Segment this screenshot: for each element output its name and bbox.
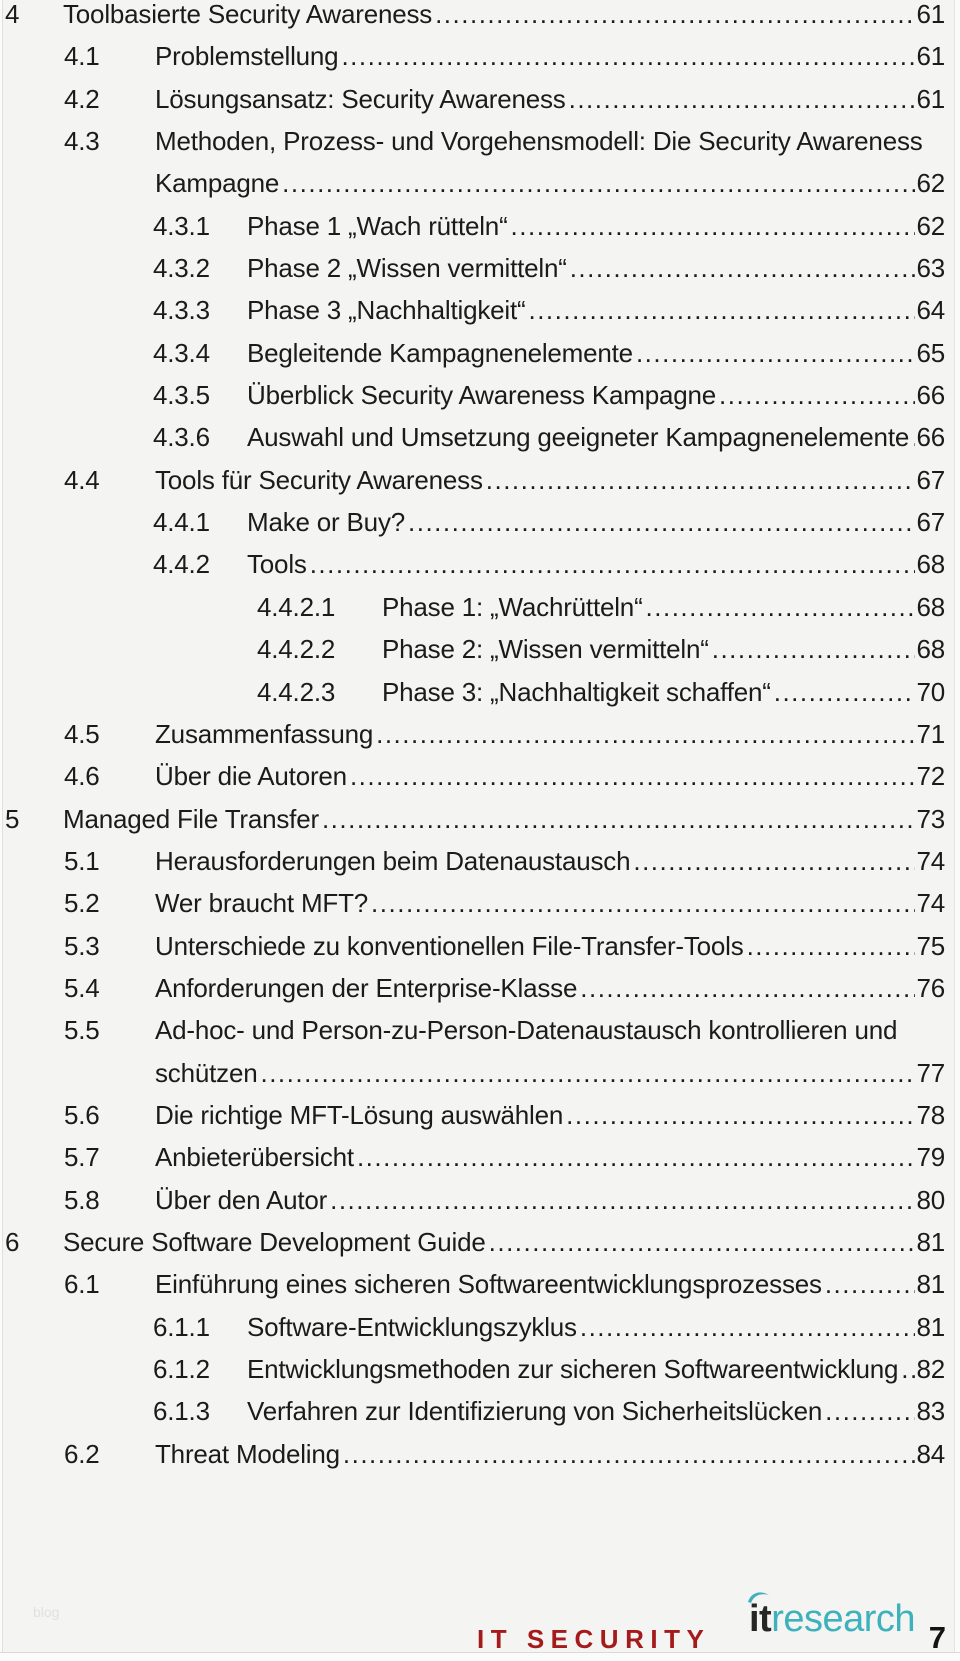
toc-entry (0, 332, 945, 374)
toc-entry (0, 755, 945, 797)
toc-entry-title: Toolbasierte Security Awareness (63, 0, 433, 29)
dot-leader (569, 78, 916, 120)
toc-entry-number: 5.3 (64, 930, 100, 961)
toc-entry-title: Problemstellung (155, 41, 339, 72)
dot-leader (636, 332, 916, 374)
toc-entry-title: Entwicklungsmethoden zur sicheren Softwareentwicklung (247, 1354, 899, 1384)
toc-entry (0, 1221, 945, 1263)
dot-leader (580, 967, 915, 1009)
toc-entry-title: Anforderungen der Enterprise-Klasse (155, 972, 578, 1003)
toc-entry (0, 0, 945, 35)
toc-entry-number: 4.3.4 (153, 337, 210, 368)
toc-entry-title: Die richtige MFT-Lösung auswählen (155, 1099, 564, 1130)
toc-entry (0, 78, 945, 120)
dot-leader (719, 374, 915, 416)
toc-entry-page: 80 (916, 1184, 945, 1215)
toc-entry-page: 71 (916, 718, 945, 749)
toc-entry-page: 81 (916, 1311, 945, 1342)
toc-entry-page: 73 (916, 803, 945, 834)
toc-entry-title: Anbieterübersicht (155, 1142, 354, 1173)
toc-entry (0, 1136, 945, 1178)
dot-leader (712, 628, 916, 670)
toc-entry-page: 66 (916, 380, 945, 411)
dot-leader (912, 416, 915, 458)
toc-entry-title: Phase 2: „Wissen vermitteln“ (382, 634, 709, 665)
dot-leader (486, 459, 916, 501)
toc-entry (0, 671, 945, 713)
toc-entry-title: Wer braucht MFT? (155, 888, 369, 919)
dot-leader (357, 1136, 916, 1178)
toc-entry-number: 4.4.2 (153, 549, 210, 580)
toc-entry-title: Make or Buy? (247, 507, 406, 538)
itresearch-logo (749, 1598, 915, 1641)
toc-entry-number: 5 (5, 803, 20, 834)
toc-entry-number: 4.2 (64, 83, 100, 114)
footer-series-title: IT SECURITY (477, 1624, 711, 1654)
toc-entry (0, 543, 945, 585)
toc-entry (0, 713, 945, 755)
logo-prefix-text: it (749, 1598, 772, 1640)
toc-entry-page: 74 (916, 845, 945, 876)
dot-leader (376, 713, 915, 755)
toc-entry (0, 416, 945, 458)
dot-leader (774, 671, 916, 713)
toc-entry-title: Verfahren zur Identifizierung von Sicherheitslücken (247, 1396, 823, 1427)
toc-entry-title: Phase 2 „Wissen vermitteln“ (247, 253, 567, 284)
toc-entry-title: Phase 3 „Nachhaltigkeit“ (247, 295, 526, 326)
toc-entry-page: 66 (916, 422, 945, 453)
toc-entry (0, 840, 945, 882)
toc-entry-number: 6.1.1 (153, 1311, 210, 1342)
toc-entry-number: 4.6 (64, 761, 100, 792)
toc-entry-title: Phase 3: „Nachhaltigkeit schaffen“ (382, 676, 771, 707)
dot-leader (350, 755, 916, 797)
dot-leader (566, 1094, 915, 1136)
toc-entry-title: schützen (155, 1057, 258, 1088)
toc-entry-page: 84 (916, 1438, 945, 1469)
toc-entry-page: 61 (916, 83, 945, 114)
dot-leader (341, 35, 915, 77)
toc-entry (0, 1094, 945, 1136)
toc-entry-page: 81 (916, 1226, 945, 1257)
toc-entry (0, 374, 945, 416)
dot-leader (330, 1179, 915, 1221)
page-edge-right (954, 0, 960, 1661)
toc-entry-number: 4.1 (64, 41, 100, 72)
watermark-text: blog (33, 1604, 60, 1620)
toc-entry-page: 68 (916, 591, 945, 622)
toc-entry-title: Software-Entwicklungszyklus (247, 1311, 577, 1342)
toc-entry (0, 925, 945, 967)
toc-entry-page: 61 (916, 41, 945, 72)
toc-entry (0, 1263, 945, 1305)
toc-entry-number: 4 (5, 0, 20, 29)
toc-entry-title: Tools für Security Awareness (155, 464, 483, 495)
logo-prefix (749, 1598, 771, 1640)
toc-entry (0, 882, 945, 924)
toc-entry-number: 5.8 (64, 1184, 100, 1215)
toc-entry-page: 68 (916, 549, 945, 580)
toc-entry-page: 82 (916, 1354, 945, 1384)
toc-entry-title: Secure Software Development Guide (63, 1226, 486, 1257)
toc-entry-title: Tools (247, 549, 307, 580)
toc-entry-title: Lösungsansatz: Security Awareness (155, 83, 566, 114)
dot-leader (633, 840, 915, 882)
toc-entry (0, 1306, 945, 1348)
toc-entry-page: 68 (916, 634, 945, 665)
toc-entry-number: 4.3 (64, 126, 100, 157)
toc-entry-number: 4.4.2.1 (257, 591, 336, 622)
toc-entry-number: 6.2 (64, 1438, 100, 1469)
toc-entry-page: 77 (916, 1057, 945, 1088)
dot-leader (343, 1433, 916, 1475)
toc-entry-page: 63 (916, 253, 945, 284)
toc-entry-title: Begleitende Kampagnenelemente (247, 337, 633, 368)
toc-entry-page: 67 (916, 464, 945, 495)
toc-entry (0, 162, 945, 204)
toc-entry-number: 4.5 (64, 718, 100, 749)
toc-entry-page: 83 (916, 1396, 945, 1427)
toc-entry-title: Methoden, Prozess- und Vorgehensmodell: Die Security Awareness (155, 126, 923, 157)
dot-leader (825, 1390, 915, 1432)
toc-entry-title: Einführung eines sicheren Softwareentwicklungsprozesses (155, 1269, 822, 1300)
toc-entry-number: 4.4.2.3 (257, 676, 336, 707)
toc-entry (0, 120, 945, 162)
toc-entry-page: 67 (916, 507, 945, 538)
toc-entry-number: 5.4 (64, 972, 100, 1003)
toc-entry (0, 798, 945, 840)
dot-leader (260, 1052, 915, 1094)
toc-entry (0, 501, 945, 543)
toc-entry-page: 65 (916, 337, 945, 368)
dot-leader (747, 925, 916, 967)
toc-entry-number: 4.3.6 (153, 422, 210, 453)
dot-leader (408, 501, 915, 543)
dot-leader (371, 882, 915, 924)
toc-entry-number: 4.4.2.2 (257, 634, 336, 665)
toc-entry-number: 4.4.1 (153, 507, 210, 538)
toc-entry-page: 81 (916, 1269, 945, 1300)
toc-entry-page: 62 (916, 210, 945, 241)
toc-entry (0, 1052, 945, 1094)
toc-entry-title: Zusammenfassung (155, 718, 374, 749)
toc-entry-number: 5.2 (64, 888, 100, 919)
logo-leaf-icon (746, 1589, 771, 1604)
toc-entry (0, 1009, 945, 1051)
toc-entry (0, 628, 945, 670)
toc-entry (0, 1390, 945, 1432)
toc-entry-page: 78 (916, 1099, 945, 1130)
dot-leader (528, 289, 915, 331)
toc-entry-title: Ad-hoc- und Person-zu-Person-Datenaustausch kontrollieren und (155, 1015, 898, 1046)
toc-entry-title: Managed File Transfer (63, 803, 319, 834)
dot-leader (646, 586, 916, 628)
toc-entry-title: Kampagne (155, 168, 280, 199)
toc-entry-title: Auswahl und Umsetzung geeigneter Kampagnenelemente (247, 422, 910, 453)
toc-entry-page: 64 (916, 295, 945, 326)
toc-entry-number: 5.5 (64, 1015, 100, 1046)
toc-entry-number: 4.3.2 (153, 253, 210, 284)
dot-leader (322, 798, 916, 840)
toc-entry-page: 72 (916, 761, 945, 792)
toc-entry-number: 5.1 (64, 845, 100, 876)
toc-entry-title: Herausforderungen beim Datenaustausch (155, 845, 631, 876)
toc-entry-number: 4.3.3 (153, 295, 210, 326)
dot-leader (435, 0, 915, 35)
toc-entry-number: 6.1 (64, 1269, 100, 1300)
dot-leader (570, 247, 916, 289)
toc-entry (0, 967, 945, 1009)
toc-entry-title: Phase 1 „Wach rütteln“ (247, 210, 508, 241)
toc-entry-page: 70 (916, 676, 945, 707)
toc-entry-title: Unterschiede zu konventionellen File-Transfer-Tools (155, 930, 744, 961)
toc-entry (0, 586, 945, 628)
toc-entry (0, 1348, 945, 1390)
toc-entry-page: 74 (916, 888, 945, 919)
toc-entry-title: Überblick Security Awareness Kampagne (247, 380, 717, 411)
dot-leader (580, 1306, 916, 1348)
toc-entry-number: 6.1.3 (153, 1396, 210, 1427)
toc-entry-page: 62 (916, 168, 945, 199)
dot-leader (489, 1221, 916, 1263)
dot-leader (511, 205, 916, 247)
toc-entry-page: 61 (916, 0, 945, 29)
dot-leader (282, 162, 915, 204)
toc-entry (0, 247, 945, 289)
dot-leader (310, 543, 916, 585)
toc-entry (0, 205, 945, 247)
toc-entry-page: 75 (916, 930, 945, 961)
toc-entry-number: 4.3.1 (153, 210, 210, 241)
toc-entry-title: Threat Modeling (155, 1438, 340, 1469)
toc-entry-title: Phase 1: „Wachrütteln“ (382, 591, 643, 622)
toc-entry (0, 1433, 945, 1475)
page-number: 7 (928, 1620, 946, 1655)
toc-entry-title: Über den Autor (155, 1184, 328, 1215)
dot-leader (825, 1263, 916, 1305)
toc-entry-number: 6 (5, 1226, 20, 1257)
toc-entry-page: 79 (916, 1142, 945, 1173)
toc-entry-number: 4.4 (64, 464, 100, 495)
logo-suffix: research (771, 1598, 916, 1640)
toc-entry-title: Über die Autoren (155, 761, 347, 792)
toc-entry-number: 5.7 (64, 1142, 100, 1173)
toc-entry (0, 289, 945, 331)
toc-entry-number: 4.3.5 (153, 380, 210, 411)
dot-leader (901, 1348, 915, 1390)
toc-entry-page: 76 (916, 972, 945, 1003)
toc-entry (0, 1179, 945, 1221)
toc-entry-number: 5.6 (64, 1099, 100, 1130)
toc-entry (0, 459, 945, 501)
toc-entry-number: 6.1.2 (153, 1354, 210, 1384)
toc-entry (0, 35, 945, 77)
